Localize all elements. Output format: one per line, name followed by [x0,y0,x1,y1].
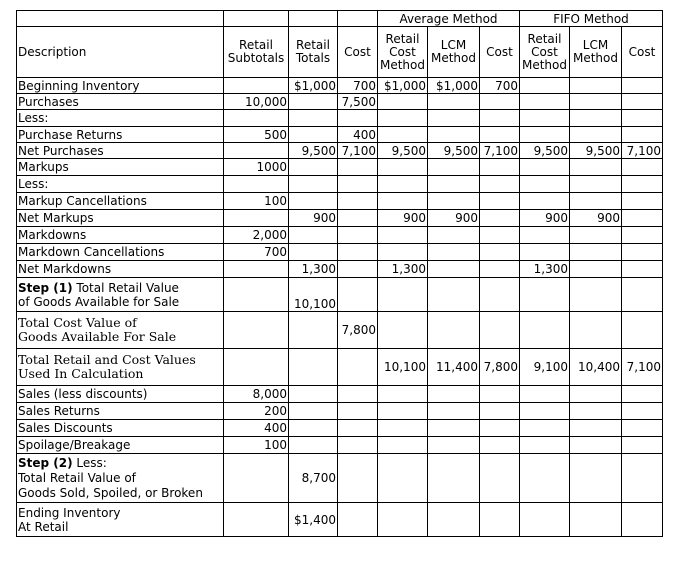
cost-cell [338,227,378,244]
table-row [17,127,663,143]
avg-lcm-cell [428,454,480,503]
retail-subtotal-cell: 2,000 [224,227,289,244]
cost-header: Cost [338,27,378,78]
avg-cost-cell [480,110,520,127]
avg-lcm-cell: 9,500 [428,143,480,159]
avg-retail-cell [378,437,428,454]
avg-lcm-cell [428,312,480,349]
retail-subtotal-cell [224,454,289,503]
avg-cost-cell: 7,800 [480,349,520,386]
retail-subtotal-cell [224,349,289,386]
table-row [17,349,663,386]
cost-cell: 7,800 [338,312,378,349]
table-row [17,227,663,244]
fifo-retail-cell [520,278,570,312]
row-description: Markdowns [17,227,224,244]
avg-retail-cell [378,176,428,193]
retail-subtotals-header: Retail Subtotals [224,27,289,78]
fifo-lcm-cell [570,403,622,420]
fifo-lcm-cell [570,278,622,312]
retail-total-cell [289,127,338,143]
cost-cell [338,454,378,503]
fifo-cost-cell [622,261,663,278]
fifo-cost-cell [622,278,663,312]
avg-cost-cell [480,312,520,349]
cost-cell [338,437,378,454]
cost-cell [338,349,378,386]
fifo-lcm-cell [570,244,622,261]
avg-retail-cell [378,127,428,143]
cost-cell: 700 [338,78,378,94]
avg-lcm-cell [428,94,480,110]
blank-cell [17,11,224,27]
fifo-retail-cell [520,159,570,176]
retail-subtotal-cell [224,503,289,537]
avg-lcm-cell [428,403,480,420]
avg-cost-cell [480,244,520,261]
avg-cost-cell [480,210,520,227]
cost-cell [338,420,378,437]
fifo-cost-cell [622,454,663,503]
fifo-method-header: FIFO Method [520,11,663,27]
fifo-cost-cell [622,127,663,143]
avg-lcm-cell [428,193,480,210]
avg-lcm-cell [428,159,480,176]
table-row [17,176,663,193]
retail-total-cell [289,386,338,403]
avg-lcm-cell [428,503,480,537]
fifo-lcm-cell: 9,500 [570,143,622,159]
fifo-retail-cost-method-header: Retail Cost Method [520,27,570,78]
avg-lcm-method-header: LCM Method [428,27,480,78]
row-description: Spoilage/Breakage [17,437,224,454]
fifo-retail-cell [520,437,570,454]
avg-retail-cell [378,454,428,503]
fifo-lcm-cell [570,78,622,94]
table-row [17,454,663,503]
retail-total-cell [289,159,338,176]
avg-lcm-cell [428,176,480,193]
fifo-lcm-method-header: LCM Method [570,27,622,78]
cost-cell [338,159,378,176]
row-description: Beginning Inventory [17,78,224,94]
retail-subtotal-cell [224,210,289,227]
avg-lcm-cell [428,227,480,244]
fifo-retail-cell [520,386,570,403]
table-row [17,78,663,94]
table-row [17,503,663,537]
table-row [17,210,663,227]
row-description: Markdown Cancellations [17,244,224,261]
cost-cell [338,261,378,278]
fifo-retail-cell [520,403,570,420]
retail-subtotal-cell [224,78,289,94]
avg-cost-cell [480,127,520,143]
fifo-cost-cell [622,110,663,127]
retail-subtotal-cell [224,312,289,349]
avg-cost-cell [480,454,520,503]
cost-cell [338,176,378,193]
fifo-lcm-cell [570,454,622,503]
cost-cell [338,110,378,127]
table-row [17,193,663,210]
fifo-lcm-cell [570,386,622,403]
fifo-retail-cell: 900 [520,210,570,227]
retail-subtotal-cell: 1000 [224,159,289,176]
avg-cost-cell [480,159,520,176]
fifo-retail-cell: 1,300 [520,261,570,278]
avg-lcm-cell [428,127,480,143]
avg-cost-cell [480,278,520,312]
retail-subtotal-cell: 700 [224,244,289,261]
avg-retail-cell [378,94,428,110]
retail-total-cell [289,110,338,127]
avg-retail-cell: $1,000 [378,78,428,94]
retail-subtotal-cell: 10,000 [224,94,289,110]
fifo-cost-cell [622,78,663,94]
row-description: Purchase Returns [17,127,224,143]
retail-subtotal-cell [224,110,289,127]
retail-inventory-table [16,10,663,537]
retail-total-cell: 900 [289,210,338,227]
fifo-lcm-cell [570,312,622,349]
fifo-retail-cell [520,244,570,261]
fifo-lcm-cell [570,159,622,176]
retail-total-cell: 8,700 [289,454,338,503]
row-description: Less: [17,110,224,127]
cost-cell [338,278,378,312]
fifo-cost-cell [622,420,663,437]
header-row-groups [17,11,663,27]
fifo-lcm-cell [570,503,622,537]
fifo-retail-cell [520,420,570,437]
row-description: Sales Returns [17,403,224,420]
retail-total-cell [289,193,338,210]
avg-cost-cell [480,261,520,278]
avg-lcm-cell [428,278,480,312]
retail-total-cell [289,420,338,437]
avg-retail-cell [378,227,428,244]
cost-cell [338,386,378,403]
cost-cell [338,503,378,537]
retail-total-cell [289,437,338,454]
fifo-lcm-cell [570,94,622,110]
avg-retail-cell [378,503,428,537]
retail-inventory-table-wrap [16,10,663,537]
avg-retail-cell: 10,100 [378,349,428,386]
avg-cost-cell [480,420,520,437]
fifo-retail-cell [520,127,570,143]
cost-cell: 400 [338,127,378,143]
table-row [17,261,663,278]
cost-cell [338,244,378,261]
table-row [17,159,663,176]
cost-cell [338,403,378,420]
retail-total-cell [289,349,338,386]
blank-cell [224,11,289,27]
average-method-header: Average Method [378,11,520,27]
avg-cost-header: Cost [480,27,520,78]
row-description: Total Cost Value of Goods Available For Sale [17,312,224,349]
avg-cost-cell [480,176,520,193]
retail-subtotal-cell [224,176,289,193]
table-row [17,110,663,127]
retail-total-cell: 9,500 [289,143,338,159]
cost-cell [338,210,378,227]
avg-retail-cell [378,403,428,420]
step-label: Step (2) [18,455,73,470]
fifo-cost-cell [622,437,663,454]
fifo-lcm-cell [570,261,622,278]
fifo-lcm-cell [570,227,622,244]
fifo-retail-cell [520,227,570,244]
table-row [17,143,663,159]
retail-total-cell [289,312,338,349]
retail-total-cell [289,227,338,244]
fifo-retail-cell [520,312,570,349]
fifo-cost-cell [622,94,663,110]
fifo-retail-cell: 9,500 [520,143,570,159]
retail-total-cell [289,244,338,261]
avg-retail-cell [378,159,428,176]
blank-cell [289,11,338,27]
retail-total-cell: 10,100 [289,278,338,312]
avg-lcm-cell [428,110,480,127]
row-description: Net Purchases [17,143,224,159]
fifo-cost-cell [622,403,663,420]
fifo-retail-cell [520,110,570,127]
retail-subtotal-cell: 8,000 [224,386,289,403]
row-description: Step (2) Less: Total Retail Value of Goods Sold, Spoiled, or Broken [17,454,224,503]
row-description: Ending Inventory At Retail [17,503,224,537]
row-description: Net Markdowns [17,261,224,278]
header-row-columns [17,27,663,78]
avg-cost-cell [480,503,520,537]
retail-subtotal-cell: 100 [224,193,289,210]
cost-cell [338,193,378,210]
retail-total-cell: $1,400 [289,503,338,537]
fifo-lcm-cell [570,127,622,143]
fifo-lcm-cell [570,176,622,193]
retail-total-cell [289,94,338,110]
retail-subtotal-cell: 500 [224,127,289,143]
fifo-retail-cell: 9,100 [520,349,570,386]
fifo-retail-cell [520,503,570,537]
fifo-retail-cell [520,94,570,110]
retail-subtotal-cell [224,261,289,278]
table-row [17,403,663,420]
fifo-retail-cell [520,176,570,193]
avg-lcm-cell [428,244,480,261]
avg-retail-cell [378,193,428,210]
retail-subtotal-cell [224,143,289,159]
avg-retail-cell [378,420,428,437]
fifo-lcm-cell [570,193,622,210]
fifo-lcm-cell: 10,400 [570,349,622,386]
table-row [17,437,663,454]
avg-retail-cell [378,278,428,312]
table-row [17,420,663,437]
step-label: Step (1) [18,280,73,295]
fifo-lcm-cell [570,110,622,127]
retail-subtotal-cell [224,278,289,312]
avg-lcm-cell [428,386,480,403]
fifo-cost-cell [622,244,663,261]
fifo-retail-cell [520,78,570,94]
row-description: Sales Discounts [17,420,224,437]
avg-retail-cell: 900 [378,210,428,227]
avg-cost-cell [480,94,520,110]
cost-cell: 7,500 [338,94,378,110]
avg-lcm-cell [428,420,480,437]
row-description: Less: [17,176,224,193]
fifo-cost-cell [622,386,663,403]
avg-lcm-cell [428,261,480,278]
fifo-cost-cell: 7,100 [622,143,663,159]
fifo-cost-cell [622,193,663,210]
avg-lcm-cell: 11,400 [428,349,480,386]
fifo-cost-cell [622,159,663,176]
retail-total-cell [289,176,338,193]
row-description: Purchases [17,94,224,110]
fifo-cost-cell [622,210,663,227]
avg-retail-cell [378,110,428,127]
avg-cost-cell [480,193,520,210]
retail-total-cell: 1,300 [289,261,338,278]
row-description: Step (1) Total Retail Value of Goods Available for Sale [17,278,224,312]
row-description: Total Retail and Cost Values Used In Calculation [17,349,224,386]
avg-cost-cell: 7,100 [480,143,520,159]
retail-total-cell: $1,000 [289,78,338,94]
retail-total-cell [289,403,338,420]
fifo-lcm-cell [570,420,622,437]
avg-retail-cell [378,244,428,261]
fifo-cost-cell [622,227,663,244]
fifo-retail-cell [520,193,570,210]
avg-retail-cost-method-header: Retail Cost Method [378,27,428,78]
row-description: Markup Cancellations [17,193,224,210]
avg-lcm-cell: 900 [428,210,480,227]
avg-cost-cell: 700 [480,78,520,94]
avg-retail-cell: 9,500 [378,143,428,159]
cost-cell: 7,100 [338,143,378,159]
fifo-lcm-cell [570,437,622,454]
row-description: Markups [17,159,224,176]
retail-subtotal-cell: 100 [224,437,289,454]
fifo-cost-cell [622,176,663,193]
avg-retail-cell: 1,300 [378,261,428,278]
retail-totals-header: Retail Totals [289,27,338,78]
table-row [17,278,663,312]
avg-lcm-cell: $1,000 [428,78,480,94]
fifo-lcm-cell: 900 [570,210,622,227]
table-row [17,312,663,349]
table-row [17,244,663,261]
row-description: Sales (less discounts) [17,386,224,403]
avg-lcm-cell [428,437,480,454]
row-description: Net Markups [17,210,224,227]
avg-retail-cell [378,386,428,403]
blank-cell [338,11,378,27]
fifo-cost-cell [622,312,663,349]
fifo-cost-header: Cost [622,27,663,78]
avg-cost-cell [480,386,520,403]
fifo-cost-cell [622,503,663,537]
retail-subtotal-cell: 400 [224,420,289,437]
fifo-cost-cell: 7,100 [622,349,663,386]
avg-cost-cell [480,403,520,420]
table-row [17,386,663,403]
fifo-retail-cell [520,454,570,503]
retail-subtotal-cell: 200 [224,403,289,420]
avg-cost-cell [480,437,520,454]
avg-cost-cell [480,227,520,244]
description-header: Description [17,27,224,78]
table-row [17,94,663,110]
avg-retail-cell [378,312,428,349]
